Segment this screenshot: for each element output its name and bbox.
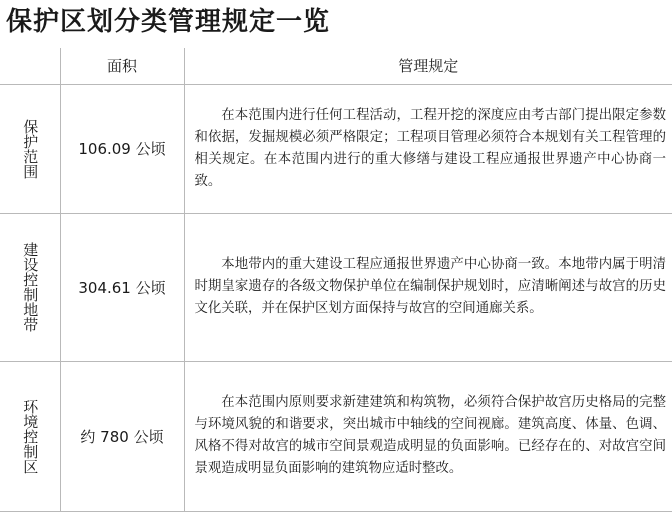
- table-header-row: [0, 48, 672, 84]
- header-area: 面积: [60, 48, 184, 84]
- table-row: [0, 213, 672, 361]
- region-cell: [0, 84, 60, 213]
- rule-cell: [184, 213, 672, 361]
- region-cell: [0, 361, 60, 511]
- region-label: 环境控制区: [21, 398, 40, 474]
- rule-text: 在本范围内原则要求新建建筑和构筑物，必须符合保护故宫历史格局的完整与环境风貌的和谐要求，突出城市中轴线的空间视廊。建筑高度、体量、色调、风格不得对故宫的城市空间景观造成明显的负面影响。已经存在的、对故宫空间景观造成明显负面影响的建筑物应适时整改。: [194, 395, 666, 476]
- rule-text: 在本范围内进行任何工程活动，工程开挖的深度应由考古部门提出限定参数和依据，发掘规模必须严格限定；工程项目管理必须符合本规划有关工程管理的相关规定。在本范围内进行的重大修缮与建设工程应通报世界遗产中心协商一致。: [194, 107, 666, 189]
- area-value: 约 780 公顷: [80, 427, 164, 446]
- area-value: 304.61 公顷: [78, 278, 166, 297]
- area-cell: [60, 84, 184, 213]
- regulation-table: [0, 48, 672, 512]
- region-label: 保护范围: [21, 118, 40, 179]
- rule-text: 本地带内的重大建设工程应通报世界遗产中心协商一致。本地带内属于明清时期皇家遗存的各级文物保护单位在编制保护规划时，应清晰阐述与故宫的历史文化关联，并在保护区划方面保持与故宫的空间通廊关系。: [194, 257, 666, 316]
- area-value: 106.09 公顷: [78, 140, 166, 158]
- rule-cell: [184, 84, 672, 213]
- table-row: [0, 84, 672, 213]
- page-title: 保护区划分类管理规定一览: [6, 7, 331, 37]
- region-label: 建设控制地带: [21, 242, 40, 332]
- area-cell: [60, 213, 184, 361]
- region-cell: [0, 213, 60, 361]
- header-rule: 管理规定: [184, 48, 672, 84]
- header-region: [0, 48, 60, 84]
- table-row: [0, 361, 672, 511]
- area-cell: [60, 361, 184, 511]
- rule-cell: [184, 361, 672, 511]
